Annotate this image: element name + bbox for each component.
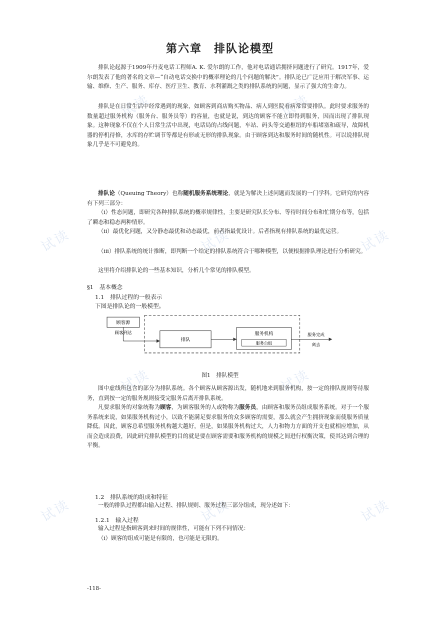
- list-item: （i）性态问题，即研究各种排队系统的概率规律性，主要是研究队长分布、等待时间分布和忙期分布等，包括了瞬态和稳态两种情形。: [87, 210, 369, 226]
- service-desk-label: 服务台组: [255, 340, 273, 346]
- term-customer: 顾客: [160, 405, 172, 411]
- watermark: 试读: [119, 367, 153, 396]
- list-item: （iii）排队系统的统计推断，即判断一个给定的排队系统符合于哪种模型，以便根据排队理论进行分析研究。: [98, 249, 367, 255]
- paragraph: 图中虚线所包含的部分为排队系统。各个顾客从顾客源出发，随机地来到服务机构，按一定的排队规则等待服务，直到按一定的服务规则接受完服务后离开排队系统。: [87, 386, 369, 402]
- paragraph: 输入过程是指顾客到来时间的规律性，可能有下列不同情况：: [98, 526, 250, 532]
- term-server: 服务员: [239, 405, 257, 411]
- chapter-title: 第六章 排队论模型: [166, 42, 274, 55]
- paragraph-text: 凡要求服务的对象统称为: [98, 405, 161, 411]
- watermark: 试读: [199, 497, 233, 526]
- term-random-service: 随机服务系统理论: [183, 191, 229, 197]
- figure-caption: 图1 排队模型: [201, 373, 239, 379]
- paragraph-text: （Queuing Theory）也称: [114, 191, 184, 197]
- service-label: 服务机构: [254, 332, 274, 338]
- watermark: 试读: [279, 92, 313, 121]
- paragraph-text: ，为顾客服务的人或物称为: [171, 405, 240, 411]
- arrow-head: [329, 338, 332, 341]
- paragraph-text: ，由顾客和服务员组成服务系统。对于一个服务系统来说，如果服务机构过小，以致不能满足要求服务的众多顾客的需要，那么就会产生拥挤现象而使服务质量降低。因此，顾客总希望服务机构越大越好，但是，如果服务机构过大，人力和物力方面的开支也就相应增加，从而会造成浪费，因此研究排队模型的目的就是要在顾客需要和服务机构的规模之间进行权衡决策，使其达到合理的平衡。: [87, 405, 369, 450]
- paragraph: 一般的排队过程都由输入过程、排队规则、服务过程三部分组成，现分述如下：: [98, 503, 294, 509]
- paragraph-text: ，就是为解决上述问题而发展的一门学科。它研究的内容有下列三部分：: [87, 191, 369, 207]
- section-heading: §1 基本概念: [87, 285, 123, 291]
- list-item: （ii）最优化问题，又分静态最优和动态最优，前者指最优设计。后者指现有排队系统的最优运营。: [98, 229, 343, 235]
- queue-label: 排队: [180, 338, 191, 343]
- term-queuing-theory: 排队论: [98, 191, 115, 197]
- paragraph: [87, 404, 369, 452]
- watermark: 试读: [199, 227, 233, 256]
- list-item: （i）顾客的组成可能是有限的，也可能是无限的。: [98, 536, 223, 542]
- watermark: 试读: [359, 227, 393, 256]
- page-number: -118-: [87, 586, 101, 592]
- paragraph: 排队是在日常生活中经常遇到的现象，如顾客到商店购买物品、病人到医院看病常常要排队。此时要求服务的数量超过服务机构（服务台、服务员等）的容量，也就是说，到达的顾客不能立即得到服务，因而出现了排队现象。这种现象不仅在个人日常生活中出现，电话局的占线问题，车站、码头等交通枢纽的车船堵塞和疏导，故障机器的停机待修，水库的存贮调节等都是有形或无形的排队现象。由于顾客到达和服务时间的随机性。可以说排队现象几乎是不可避免的。: [87, 104, 369, 149]
- watermark: 试读: [119, 92, 153, 121]
- paragraph: 这里将介绍排队论的一些基本知识，分析几个常见的排队模型。: [98, 268, 255, 274]
- watermark: 试读: [279, 367, 313, 396]
- queue-model-diagram: [84, 312, 374, 370]
- watermark: 试读: [39, 227, 73, 256]
- paragraph: 下图是排队论的一般模型。: [95, 304, 165, 310]
- customer-source-label: 顾客源: [116, 320, 131, 326]
- watermark: 试读: [359, 497, 393, 526]
- paragraph: 排队论起源于1909年丹麦电话工程师A. K. 爱尔朗的工作，他对电话通话拥挤问题进行了研究。1917年，爱尔朗发表了他的著名的文章—“自动电话交换中的概率理论的几个问题的解决”。排队论已广泛应用于解决军事、运输、维修、生产、服务、库存、医疗卫生、教育、水利灌溉之类的排队系统的问题，显示了强大的生命力。: [87, 65, 369, 91]
- watermark: 试读: [39, 497, 73, 526]
- subsection-heading: 1.1 排队过程的一般表示: [95, 295, 163, 301]
- paragraph: [87, 190, 369, 209]
- arrival-label: 顾客到达: [114, 331, 132, 337]
- subsection-heading: 1.2 排队系统的组成和特征: [95, 495, 168, 501]
- arrow-head: [157, 339, 160, 342]
- subsection-heading: 1.2.1 输入过程: [95, 518, 139, 524]
- service-done-label: 服务完成: [307, 332, 325, 338]
- arrow-head: [233, 338, 236, 341]
- departure-label: 离去: [311, 343, 321, 349]
